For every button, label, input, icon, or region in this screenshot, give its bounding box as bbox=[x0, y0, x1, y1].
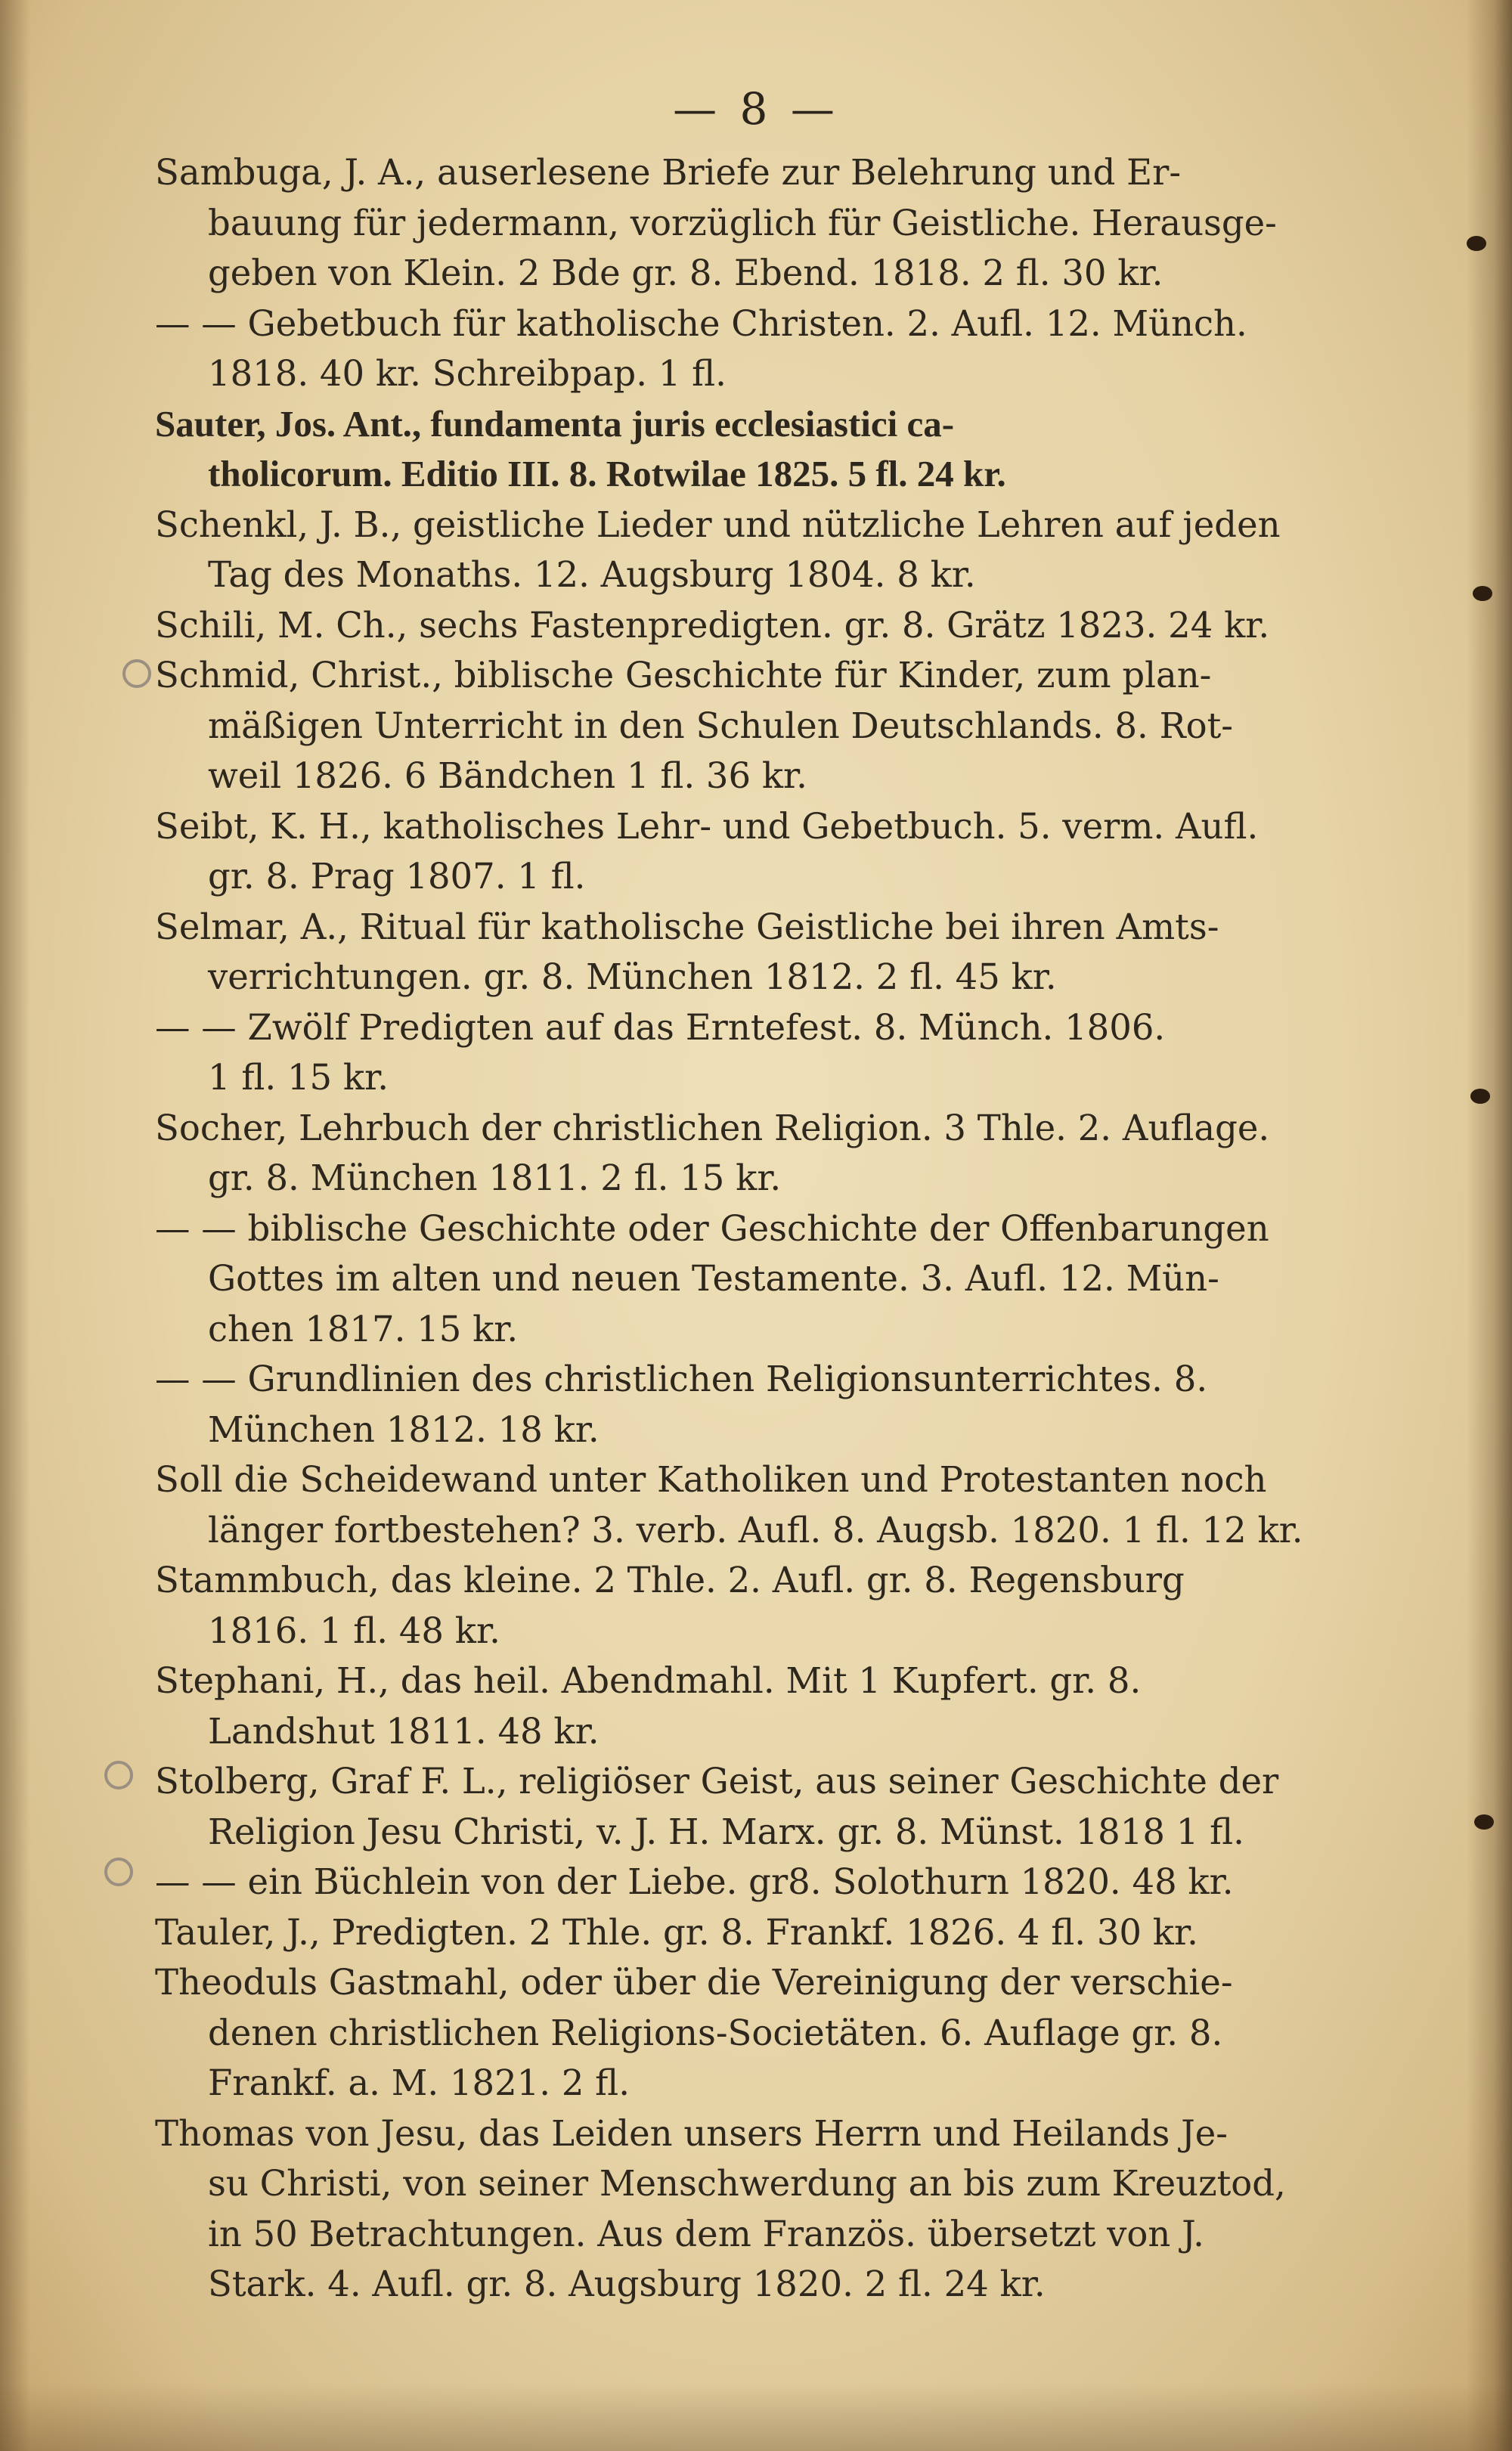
entry-line: Stark. 4. Aufl. gr. 8. Augsburg 1820. 2 fl. 24 kr. bbox=[208, 2264, 1046, 2304]
page-edge-shadow-bottom bbox=[0, 2383, 1512, 2451]
catalog-entry bbox=[155, 600, 1357, 651]
margin-mark-circle bbox=[104, 1761, 133, 1789]
entry-line: gr. 8. Prag 1807. 1 fl. bbox=[208, 856, 586, 897]
entry-line: München 1812. 18 kr. bbox=[208, 1408, 600, 1450]
catalog-entry bbox=[155, 2109, 1357, 2310]
entry-line: mäßigen Unterricht in den Schulen Deutschlands. 8. Rot- bbox=[208, 705, 1233, 746]
entry-line: — — Gebetbuch für katholische Christen. 2. Aufl. 12. Münch. bbox=[155, 302, 1247, 344]
entry-line: Seibt, K. H., katholisches Lehr- und Gebetbuch. 5. verm. Aufl. bbox=[155, 805, 1259, 847]
entry-line: — — biblische Geschichte oder Geschichte der Offenbarungen bbox=[155, 1207, 1269, 1249]
entry-line: Schmid, Christ., biblische Geschichte für Kinder, zum plan- bbox=[155, 655, 1212, 696]
catalog-entry bbox=[155, 147, 1357, 299]
entry-line: tholicorum. Editio III. 8. Rotwilae 1825. 5 fl. 24 kr. bbox=[208, 453, 1006, 494]
entry-line: Landshut 1811. 48 kr. bbox=[208, 1710, 600, 1752]
entry-line: 1 fl. 15 kr. bbox=[208, 1057, 389, 1098]
entry-line: Schili, M. Ch., sechs Fastenpredigten. gr. 8. Grätz 1823. 24 kr. bbox=[155, 604, 1270, 646]
catalog-entry bbox=[155, 1555, 1357, 1656]
page-edge-shadow-right bbox=[1467, 0, 1512, 2451]
entry-line: Stammbuch, das kleine. 2 Thle. 2. Aufl. gr. 8. Regensburg bbox=[155, 1560, 1185, 1600]
entry-line: Selmar, A., Ritual für katholische Geistliche bei ihren Amts- bbox=[155, 906, 1219, 947]
entry-line: Socher, Lehrbuch der christlichen Religion. 3 Thle. 2. Auflage. bbox=[155, 1107, 1270, 1148]
entry-line: Religion Jesu Christi, v. J. H. Marx. gr. 8. Münst. 1818 1 fl. bbox=[208, 1811, 1244, 1852]
catalog-entry bbox=[155, 902, 1357, 1002]
entry-line: gr. 8. München 1811. 2 fl. 15 kr. bbox=[208, 1157, 782, 1198]
page-edge-shadow-left bbox=[0, 0, 30, 2451]
entry-line: länger fortbestehen? 3. verb. Aufl. 8. Augsb. 1820. 1 fl. 12 kr. bbox=[208, 1509, 1303, 1551]
catalog-entry bbox=[155, 1455, 1357, 1555]
entry-line: geben von Klein. 2 Bde gr. 8. Ebend. 1818. 2 fl. 30 kr. bbox=[208, 253, 1163, 293]
entry-line: denen christlichen Religions-Societäten. 6. Auflage gr. 8. bbox=[208, 2012, 1223, 2053]
entry-line: — — Zwölf Predigten auf das Erntefest. 8. Münch. 1806. bbox=[155, 1006, 1166, 1048]
entry-line: Theoduls Gastmahl, oder über die Vereinigung der verschie- bbox=[155, 1962, 1233, 2003]
catalog-entry bbox=[155, 650, 1357, 801]
entry-line: Schenkl, J. B., geistliche Lieder und nützliche Lehren auf jeden bbox=[155, 504, 1281, 545]
catalog-entry bbox=[155, 299, 1357, 399]
entry-line: — — Grundlinien des christlichen Religionsunterrichtes. 8. bbox=[155, 1359, 1208, 1399]
catalog-entry bbox=[155, 801, 1357, 902]
catalog-entry bbox=[155, 1857, 1357, 1907]
entry-line: 1816. 1 fl. 48 kr. bbox=[208, 1610, 500, 1651]
entry-line: Stolberg, Graf F. L., religiöser Geist, aus seiner Geschichte der bbox=[155, 1761, 1279, 1802]
entry-line: weil 1826. 6 Bändchen 1 fl. 36 kr. bbox=[208, 755, 807, 796]
catalog-entry bbox=[155, 1002, 1357, 1103]
entry-line: Frankf. a. M. 1821. 2 fl. bbox=[208, 2062, 630, 2103]
entry-line: in 50 Betrachtungen. Aus dem Französ. übersetzt von J. bbox=[208, 2213, 1204, 2254]
entry-line: — — ein Büchlein von der Liebe. gr8. Solothurn 1820. 48 kr. bbox=[155, 1861, 1234, 1902]
entry-line: Sauter, Jos. Ant., fundamenta juris ecclesiastici ca- bbox=[155, 402, 955, 445]
catalog-entry bbox=[155, 1656, 1357, 1756]
entry-line: Sambuga, J. A., auserlesene Briefe zur Belehrung und Er- bbox=[155, 152, 1182, 193]
entry-line: Stephani, H., das heil. Abendmahl. Mit 1 Kupfert. gr. 8. bbox=[155, 1660, 1142, 1701]
catalog-entry bbox=[155, 1907, 1357, 1958]
catalog-entry bbox=[155, 1204, 1357, 1355]
entry-line: Thomas von Jesu, das Leiden unsers Herrn und Heilands Je- bbox=[155, 2112, 1228, 2154]
catalog-entry bbox=[155, 1756, 1357, 1857]
binding-hole bbox=[1473, 586, 1492, 601]
entry-line: Soll die Scheidewand unter Katholiken und Protestanten noch bbox=[155, 1459, 1267, 1500]
catalog-entry bbox=[155, 399, 1357, 500]
catalog-entry bbox=[155, 500, 1357, 600]
entry-line: chen 1817. 15 kr. bbox=[208, 1308, 519, 1349]
entry-line: bauung für jedermann, vorzüglich für Geistliche. Herausge- bbox=[208, 202, 1277, 243]
binding-hole bbox=[1467, 236, 1486, 251]
binding-hole bbox=[1474, 1814, 1494, 1830]
binding-hole bbox=[1470, 1089, 1490, 1104]
page-number: — 8 — bbox=[673, 83, 839, 135]
catalog-entries bbox=[155, 147, 1357, 2310]
entry-line: su Christi, von seiner Menschwerdung an bis zum Kreuztod, bbox=[208, 2163, 1286, 2204]
entry-line: Tag des Monaths. 12. Augsburg 1804. 8 kr. bbox=[208, 554, 976, 595]
catalog-entry bbox=[155, 1354, 1357, 1455]
margin-mark-circle bbox=[104, 1858, 133, 1886]
margin-mark-circle bbox=[122, 659, 151, 688]
catalog-entry bbox=[155, 1103, 1357, 1204]
entry-line: Gottes im alten und neuen Testamente. 3. Aufl. 12. Mün- bbox=[208, 1258, 1219, 1299]
entry-line: 1818. 40 kr. Schreibpap. 1 fl. bbox=[208, 353, 727, 394]
entry-line: Tauler, J., Predigten. 2 Thle. gr. 8. Frankf. 1826. 4 fl. 30 kr. bbox=[155, 1911, 1198, 1953]
catalog-entry bbox=[155, 1957, 1357, 2109]
entry-line: verrichtungen. gr. 8. München 1812. 2 fl. 45 kr. bbox=[208, 956, 1057, 997]
